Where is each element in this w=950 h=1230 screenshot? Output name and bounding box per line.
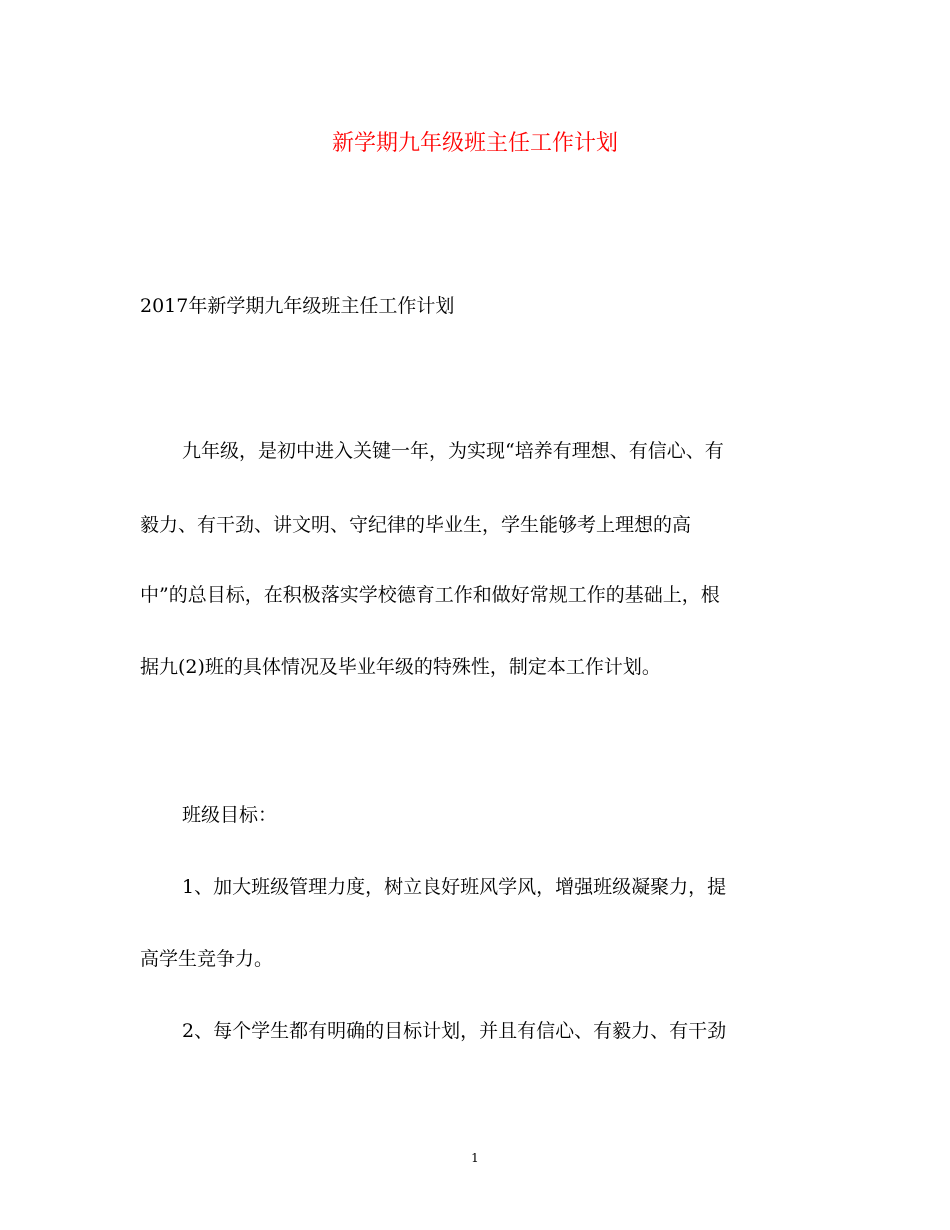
goal-1-line-1: 1、加大班级管理力度，树立良好班风学风，增强班级凝聚力，提 (182, 876, 727, 898)
section-heading-class-goals: 班级目标： (182, 804, 278, 826)
goal-1-line-2: 高学生竞争力。 (140, 948, 274, 970)
page-number: 1 (471, 1151, 479, 1165)
paragraph-line-1: 九年级，是初中进入关键一年，为实现“培养有理想、有信心、有 (182, 440, 724, 462)
paragraph-line-4: 据九(2)班的具体情况及毕业年级的特殊性，制定本工作计划。 (140, 656, 661, 678)
document-title: 新学期九年级班主任工作计划 (331, 131, 618, 156)
paragraph-line-3: 中”的总目标，在积极落实学校德育工作和做好常规工作的基础上，根 (140, 584, 720, 606)
goal-2-line-1: 2、每个学生都有明确的目标计划，并且有信心、有毅力、有干劲 (182, 1020, 727, 1042)
document-subtitle: 2017年新学期九年级班主任工作计划 (140, 295, 455, 317)
paragraph-line-2: 毅力、有干劲、讲文明、守纪律的毕业生，学生能够考上理想的高 (140, 514, 692, 536)
